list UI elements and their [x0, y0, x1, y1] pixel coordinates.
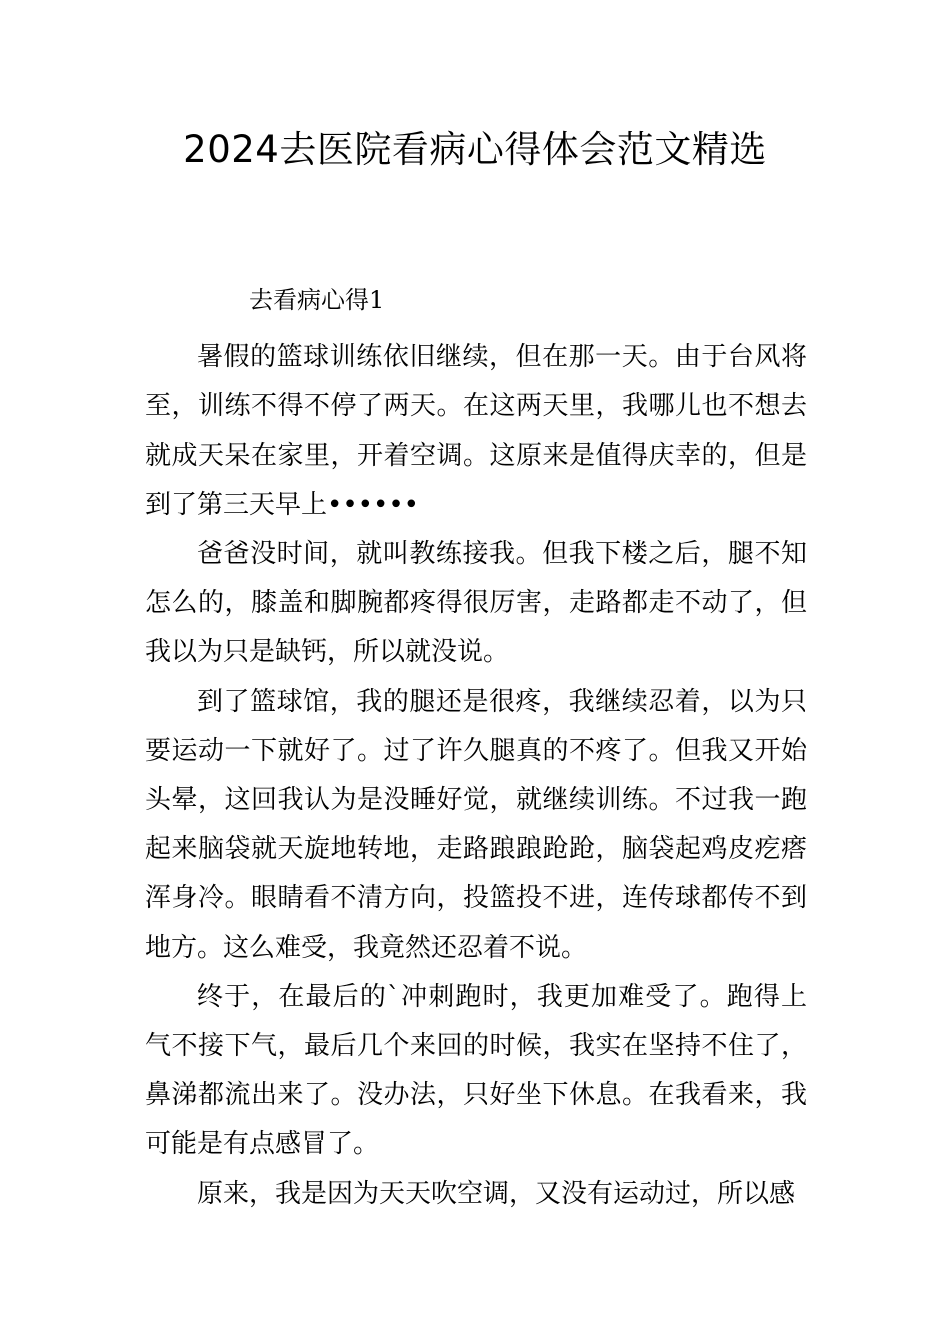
document-title: 2024去医院看病心得体会范文精选 — [183, 128, 767, 171]
paragraph-5: 原来，我是因为天天吹空调，又没有运动过，所以感 — [197, 1178, 796, 1209]
paragraph-1: 暑假的篮球训练依旧继续，但在那一天。由于台风将至，训练不得不停了两天。在这两天里，我哪儿也不想去就成天呆在家里，开着空调。这原来是值得庆幸的，但是到了第三天早上•••••• — [145, 342, 807, 520]
paragraph-3: 到了篮球馆，我的腿还是很疼，我继续忍着，以为只要运动一下就好了。过了许久腿真的不疼了。但我又开始头晕，这回我认为是没睡好觉，就继续训练。不过我一跑起来脑袋就天旋地转地，走路踉踉跄跄，脑袋起鸡皮疙瘩浑身冷。眼睛看不清方向，投篮投不进，连传球都传不到地方。这么难受，我竟然还忍着不说。 — [145, 686, 807, 963]
paragraph-2: 爸爸没时间，就叫教练接我。但我下楼之后，腿不知怎么的，膝盖和脚腕都疼得很厉害，走路都走不动了，但我以为只是缺钙，所以就没说。 — [145, 539, 807, 668]
document-body — [145, 276, 807, 1219]
paragraph-4: 终于，在最后的`冲刺跑时，我更加难受了。跑得上气不接下气，最后几个来回的时候，我实在坚持不住了，鼻涕都流出来了。没办法，只好坐下休息。在我看来，我可能是有点感冒了。 — [145, 981, 807, 1160]
section-heading: 去看病心得1 — [249, 286, 385, 314]
